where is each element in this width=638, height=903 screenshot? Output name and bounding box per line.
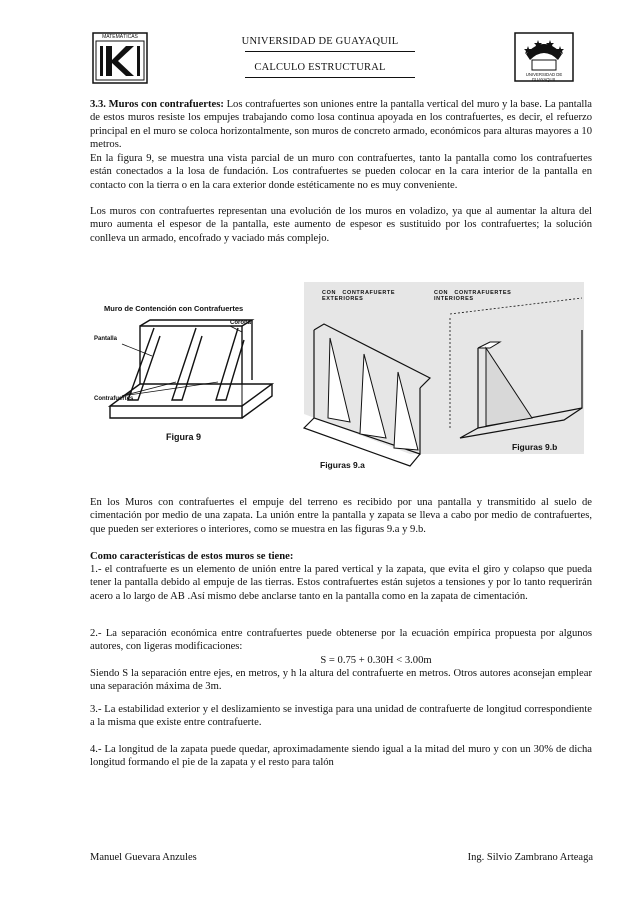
footer-right: Ing. Silvio Zambrano Arteaga [467, 852, 593, 863]
header-subject: CALCULO ESTRUCTURAL [254, 62, 386, 73]
figure-9 [92, 296, 290, 448]
section-title: 3.3. Muros con contrafuertes: [90, 99, 224, 110]
section-paragraph-3: Los muros con contrafuertes representan una evolución de los muros en voladizo, ya que al aumentar la altura del muro aumenta el espesor de la pantalla, este aumento de espesor es sustituido por los contrafuertes; la solución conlleva un armado, encofrado y vaciado más complejo. [90, 206, 592, 244]
left-logo [92, 32, 148, 84]
characteristics-title [90, 550, 592, 563]
figure-9a-label: CON CONTRAFUERTE EXTERIORES [322, 290, 396, 302]
figure-9a-caption: Figuras 9.a [320, 460, 365, 470]
item-2b: Siendo S la separación entre ejes, en metros, y h la altura del contrafuerte en metros. Otros autores aconsejan emplear una separación máxima de 3m. [90, 668, 592, 693]
figure-9-caption: Figura 9 [166, 432, 202, 442]
equation: S = 0.75 + 0.30H < 3.00m [320, 655, 432, 666]
section-paragraph-2: En la figura 9, se muestra una vista parcial de un muro con contrafuertes, tanto la pantalla como los contrafuertes están conectados a la losa de fundación. Los contrafuertes se pueden colocar en la cara interior de la pantalla en contacto con la tierra o en la cara exterior donde estéticamente no es muy conveniente. [90, 153, 592, 191]
item-4: 4.- La longitud de la zapata puede quedar, aproximadamente siendo igual a la mitad del muro y con un 30% de dicha longitud formando el pie de la zapata y el resto para talón [90, 744, 592, 769]
item-3: 3.- La estabilidad exterior y el deslizamiento se investiga para una unidad de contrafuerte de longitud correspondiente a la misma que existe entre contrafuerte. [90, 704, 592, 729]
figure-9b-caption: Figuras 9.b [512, 442, 558, 452]
header-rule-bottom [245, 77, 415, 78]
header-university: UNIVERSIDAD DE GUAYAQUIL [241, 36, 399, 47]
figure-9b-label: CON CONTRAFUERTES INTERIORES [434, 290, 512, 302]
figure-9ab [300, 278, 588, 474]
body-paragraph-4: En los Muros con contrafuertes el empuje del terreno es recibido por una pantalla y transmitido al suelo de cimentación por medio de una zapata. La unión entre la pantalla y zapata se lleva a cabo por medio de contrafuertes, que pueden ser exteriores o interiores, como se muestra en las figuras 9.a y 9.b. [90, 497, 592, 535]
header-rule [245, 51, 415, 52]
characteristics-title-text: Como características de estos muros se tiene: [90, 551, 294, 562]
right-logo [514, 32, 574, 82]
item-1: 1.- el contrafuerte es un elemento de unión entre la pared vertical y la zapata, que evita el giro y colapso que pueda tener la pantalla debido al empuje de las tierras. Estos contrafuertes están sujetos a tensiones y por lo tanto requerirán acero a lo largo de AB .Así mismo debe anclarse tanto en la pantalla como en la zapata de cimentación. [90, 564, 592, 602]
figure-9-label-corona: Corona [230, 320, 251, 326]
footer-left: Manuel Guevara Anzules [90, 852, 197, 863]
right-logo-text: UNIVERSIDAD DE GUAYAQUIL [525, 72, 563, 82]
figure-9-title: Muro de Contención con Contrafuertes [104, 304, 244, 313]
left-logo-text: MATEMÁTICAS [102, 34, 138, 40]
figure-9-label-pantalla: Pantalla [94, 336, 118, 342]
figure-9-label-contrafuertes: Contrafuertes [94, 396, 134, 402]
section-p1-text: Los contrafuertes son uniones entre la pantalla vertical del muro y la base. La pantalla de estos muros resiste los empujes trabajando como losa continua apoyada en los contrafuertes, es decir, el refuerzo principal en el muro se coloca horizontalmente, son muros de concreto armado, económicos para alturas mayores a 10 metros. [90, 99, 592, 151]
section-paragraph-1 [90, 98, 592, 152]
item-2: 2.- La separación económica entre contrafuertes puede obtenerse por la ecuación empírica propuesta por algunos autores, con ligeras modificaciones: [90, 628, 592, 653]
